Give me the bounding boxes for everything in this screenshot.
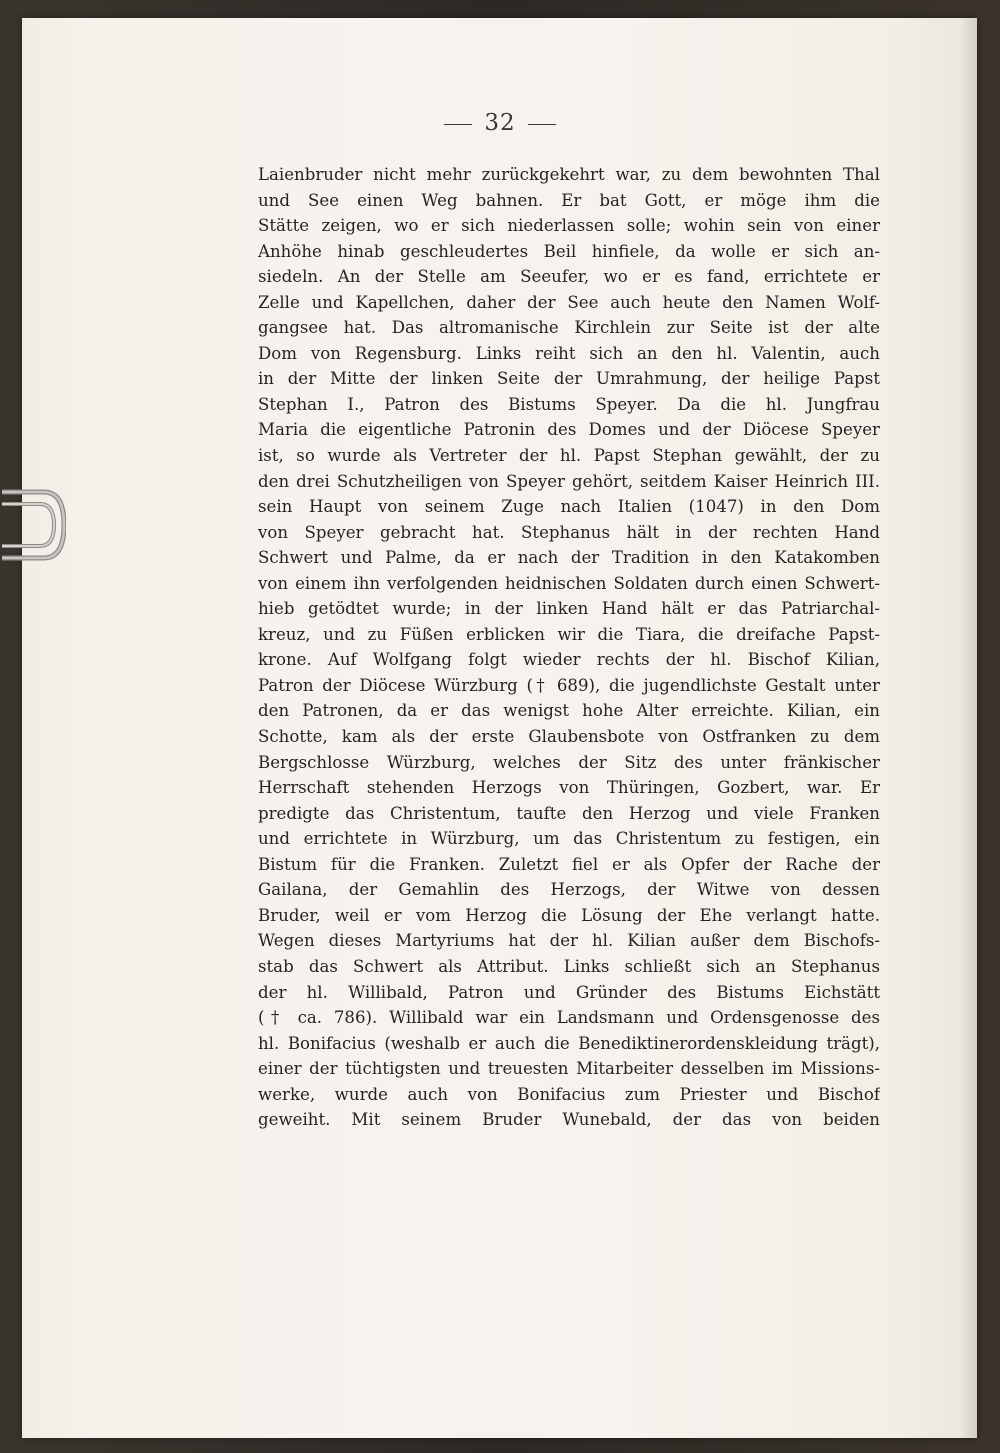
text-line: Stephan I., Patron des Bistums Speyer. Da die hl. Jungfrau xyxy=(258,394,880,414)
text-line: († ca. 786). Willibald war ein Landsmann und Ordensgenosse des xyxy=(258,1008,880,1028)
text-line: Laienbruder nicht mehr zurückgekehrt war, zu dem bewohnten Thal xyxy=(258,165,880,184)
text-line: Stätte zeigen, wo er sich niederlassen solle; wohin sein von einer xyxy=(258,216,880,236)
text-line: in der Mitte der linken Seite der Umrahmung, der heilige Papst xyxy=(258,369,880,389)
text-line: Dom von Regensburg. Links reiht sich an den hl. Valentin, auch xyxy=(258,343,880,363)
text-line: Bruder, weil er vom Herzog die Lösung der Ehe verlangt hatte. xyxy=(258,905,880,925)
text-line: von einem ihn verfolgenden heidnischen Soldaten durch einen Schwert- xyxy=(258,573,880,593)
page-number-dash-right xyxy=(528,124,556,125)
text-line: von Speyer gebracht hat. Stephanus hält in der rechten Hand xyxy=(258,522,880,542)
paper-clip-icon xyxy=(0,470,66,580)
text-line: Bistum für die Franken. Zuletzt fiel er als Opfer der Rache der xyxy=(258,854,880,874)
text-line: den drei Schutzheiligen von Speyer gehört, seitdem Kaiser Heinrich III. xyxy=(258,471,880,491)
text-line: Patron der Diöcese Würzburg († 689), die jugendlichste Gestalt unter xyxy=(258,675,880,695)
text-line: Wegen dieses Martyriums hat der hl. Kilian außer dem Bischofs- xyxy=(258,931,880,951)
page-number-dash-left xyxy=(444,124,472,125)
text-line: geweiht. Mit seinem Bruder Wunebald, der das von beiden xyxy=(258,1110,880,1130)
body-text xyxy=(258,162,880,1133)
text-line: Herrschaft stehenden Herzogs von Thüringen, Gozbert, war. Er xyxy=(258,778,880,798)
text-line: hl. Bonifacius (weshalb er auch die Benediktinerordenskleidung trägt), xyxy=(258,1033,880,1053)
text-line: Anhöhe hinab geschleudertes Beil hinfiele, da wolle er sich an- xyxy=(258,241,880,261)
text-line: predigte das Christentum, taufte den Herzog und viele Franken xyxy=(258,803,880,823)
text-line: gangsee hat. Das altromanische Kirchlein zur Seite ist der alte xyxy=(258,318,880,338)
text-line: Maria die eigentliche Patronin des Domes und der Diöcese Speyer xyxy=(258,420,880,440)
text-line: kreuz, und zu Füßen erblicken wir die Tiara, die dreifache Papst- xyxy=(258,624,880,644)
text-line: den Patronen, da er das wenigst hohe Alter erreichte. Kilian, ein xyxy=(258,701,880,721)
text-line: sein Haupt von seinem Zuge nach Italien (1047) in den Dom xyxy=(258,497,880,517)
text-line: Schotte, kam als der erste Glaubensbote von Ostfranken zu dem xyxy=(258,727,880,747)
text-line: und See einen Weg bahnen. Er bat Gott, er möge ihm die xyxy=(258,190,880,210)
text-line: stab das Schwert als Attribut. Links schließt sich an Stephanus xyxy=(258,956,880,976)
page-number-value: 32 xyxy=(484,110,516,136)
page-edge-shadow xyxy=(961,18,977,1438)
text-line: siedeln. An der Stelle am Seeufer, wo er es fand, errichtete er xyxy=(258,267,880,287)
text-line: ist, so wurde als Vertreter der hl. Papst Stephan gewählt, der zu xyxy=(258,446,880,466)
text-line: Zelle und Kapellchen, daher der See auch heute den Namen Wolf- xyxy=(258,292,880,312)
text-line: Gailana, der Gemahlin des Herzogs, der Witwe von dessen xyxy=(258,880,880,900)
page-number xyxy=(0,110,1000,136)
text-line: Schwert und Palme, da er nach der Tradition in den Katakomben xyxy=(258,548,880,568)
text-line: und errichtete in Würzburg, um das Christentum zu festigen, ein xyxy=(258,829,880,849)
text-line: hieb getödtet wurde; in der linken Hand hält er das Patriarchal- xyxy=(258,599,880,619)
text-line: Bergschlosse Würzburg, welches der Sitz des unter fränkischer xyxy=(258,752,880,772)
text-line: krone. Auf Wolfgang folgt wieder rechts der hl. Bischof Kilian, xyxy=(258,650,880,670)
text-line: werke, wurde auch von Bonifacius zum Priester und Bischof xyxy=(258,1084,880,1104)
text-line: einer der tüchtigsten und treuesten Mitarbeiter desselben im Missions- xyxy=(258,1059,880,1079)
text-line: der hl. Willibald, Patron und Gründer des Bistums Eichstätt xyxy=(258,982,880,1002)
